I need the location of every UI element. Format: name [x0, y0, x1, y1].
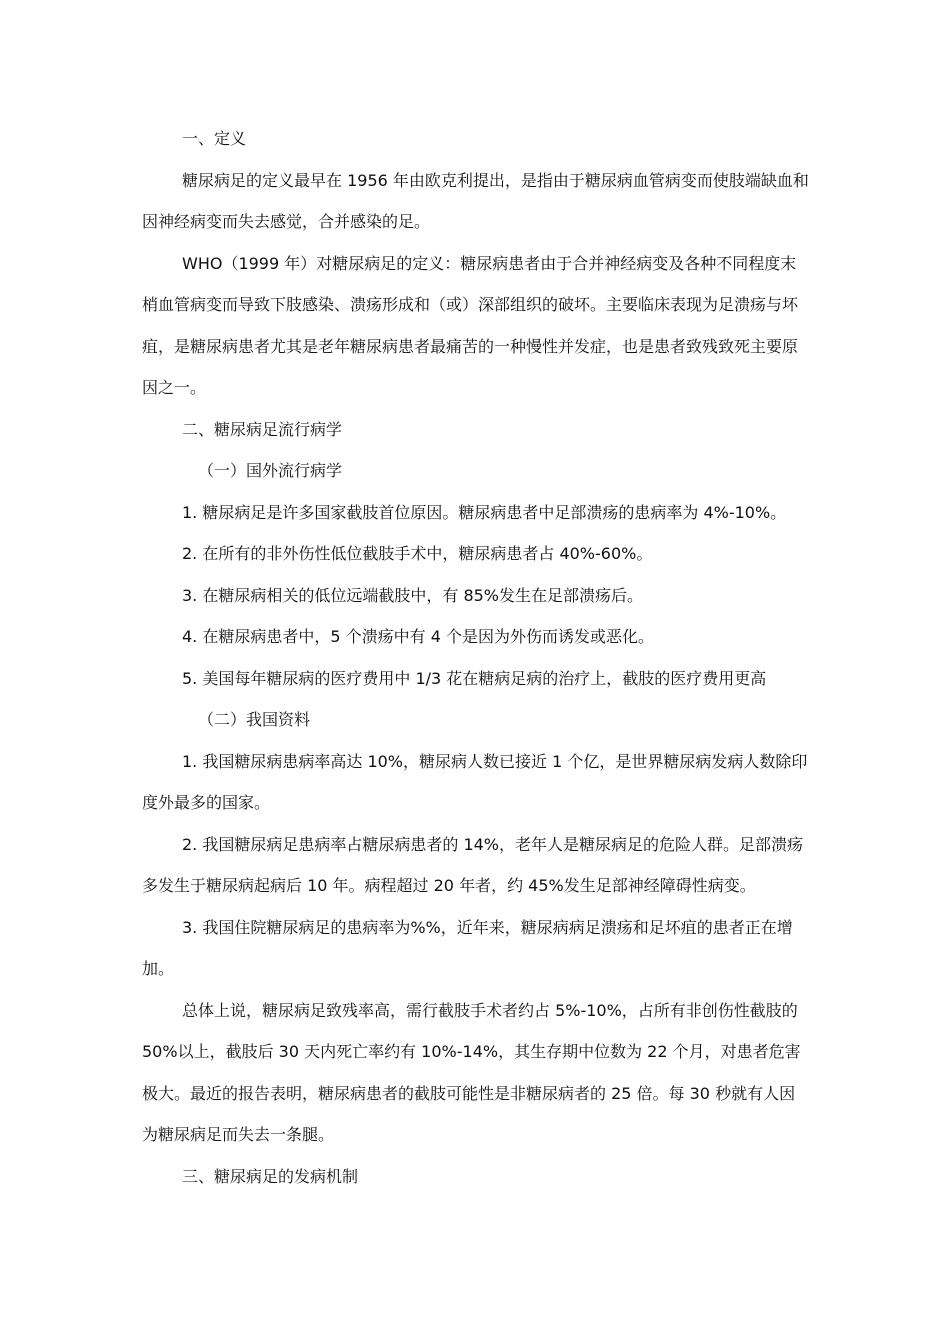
list-item: 1. 我国糖尿病患病率高达 10%，糖尿病人数已接近 1 个亿，是世界糖尿病发病人数除印度外最多的国家。 [142, 751, 808, 812]
list-item: 3. 我国住院糖尿病足的患病率为%%，近年来，糖尿病病足溃疡和足坏疽的患者正在增加。 [142, 917, 793, 978]
list-item: 5. 美国每年糖尿病的医疗费用中 1/3 花在糖病足病的治疗上，截肢的医疗费用更高 [182, 668, 767, 688]
definition-paragraph: 糖尿病足的定义最早在 1956 年由欧克利提出，是指由于糖尿病血管病变而使肢端缺血和因神经病变而失去感觉，合并感染的足。 [142, 170, 809, 231]
list-item: 1. 糖尿病足是许多国家截肢首位原因。糖尿病患者中足部溃疡的患病率为 4%-10%。 [182, 502, 787, 522]
list-item: 4. 在糖尿病患者中，5 个溃疡中有 4 个是因为外伤而诱发或恶化。 [182, 627, 654, 646]
who-definition-paragraph: WHO（1999 年）对糖尿病足的定义：糖尿病患者由于合并神经病变及各种不同程度末梢血管病变而导致下肢感染、溃疡形成和（或）深部组织的破坏。主要临床表现为足溃疡与坏疽，是糖尿病患者尤其是老年糖尿病患者最痛苦的一种慢性并发症，也是患者致残致死主要原因之一。 [142, 253, 799, 397]
section-3-heading: 三、糖尿病足的发病机制 [182, 1166, 359, 1186]
section-2-heading: 二、糖尿病足流行病学 [182, 419, 343, 439]
list-item: 2. 我国糖尿病足患病率占糖尿病患者的 14%，老年人是糖尿病足的危险人群。足部溃疡多发生于糖尿病起病后 10 年。病程超过 20 年者，约 45%发生足部神经障碍性病变。 [142, 834, 804, 895]
subsection-foreign-heading: （一）国外流行病学 [198, 461, 343, 480]
document-body [142, 118, 810, 1197]
summary-paragraph: 总体上说，糖尿病足致残率高，需行截肢手术者约占 5%-10%，占所有非创伤性截肢的 50%以上，截肢后 30 天内死亡率约有 10%-14%，其生存期中位数为 22 个月，对患者危害极大。最近的报告表明，糖尿病患者的截肢可能性是非糖尿病者的 25 倍。每 30 秒就有人因为糖尿病足而失去一条腿。 [142, 1000, 801, 1144]
subsection-china-heading: （二）我国资料 [198, 710, 311, 729]
list-item: 2. 在所有的非外伤性低位截肢手术中，糖尿病患者占 40%-60%。 [182, 544, 653, 563]
list-item: 3. 在糖尿病相关的低位远端截肢中，有 85%发生在足部溃疡后。 [182, 585, 644, 605]
section-1-heading: 一、定义 [182, 129, 247, 148]
